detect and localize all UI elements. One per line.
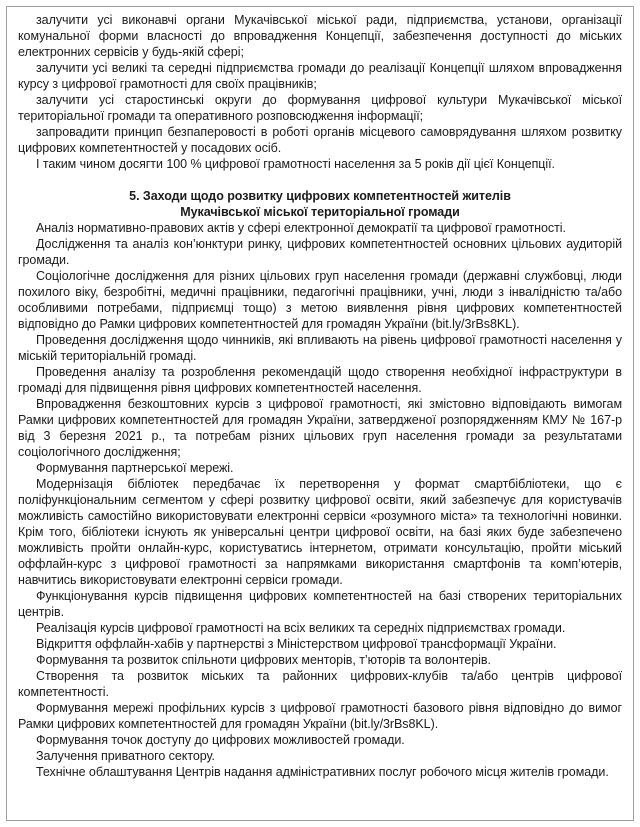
paragraph: Відкриття оффлайн-хабів у партнерстві з Міністерством цифрової трансформації України. xyxy=(36,637,557,651)
paragraph: Соціологічне дослідження для різних цільових груп населення громади (державні службовці, люди похилого віку, безробітні, медичні працівники, педагогічні працівники, учні, люди з інвалідністю та/або особливими потребами, підприємці тощо) з метою виявлення рівня цифрових компетентностей відповідно до Рамки цифрових компетентностей для громадян України (bit.ly/3rBs8KL). xyxy=(18,269,622,331)
paragraph: Функціонування курсів підвищення цифрових компетентностей на базі створених територіальних центрів. xyxy=(18,589,622,619)
page-border-frame xyxy=(6,6,634,821)
paragraph: запровадити принцип безпаперовості в роботі органів місцевого самоврядування шляхом розвитку цифрових компетентностей у посадових осіб. xyxy=(18,125,622,155)
paragraph: Формування та розвиток спільноти цифрових менторів, т’юторів та волонтерів. xyxy=(36,653,491,667)
section-heading-line2: Мукачівської міської територіальної громади xyxy=(180,205,460,219)
paragraph: Технічне облаштування Центрів надання адміністративних послуг робочого місця жителів громади. xyxy=(36,765,609,779)
paragraph: Формування мережі профільних курсів з цифрової грамотності базового рівня відповідно до вимог Рамки цифрових компетентностей для громадян України (bit.ly/3rBs8KL). xyxy=(18,701,622,731)
paragraph: Проведення дослідження щодо чинників, які впливають на рівень цифрової грамотності населення у міській територіальній громаді. xyxy=(18,333,622,363)
paragraph: залучити усі великі та середні підприємства громади до реалізації Концепції шляхом впровадження курсу з цифрової грамотності для своїх працівників; xyxy=(18,61,622,91)
paragraph: Реалізація курсів цифрової грамотності на всіх великих та середніх підприємствах громади. xyxy=(36,621,566,635)
document-body xyxy=(7,7,633,786)
paragraph: Формування точок доступу до цифрових можливостей громади. xyxy=(36,733,405,747)
paragraph: Залучення приватного сектору. xyxy=(36,749,215,763)
paragraph: Впровадження безкоштовних курсів з цифрової грамотності, які змістовно відповідають вимогам Рамки цифрових компетентностей для громадян України, затвердженої розпорядженням КМУ № 167-р від 3 березня 2021 р., та потребам різних цільових груп населення громади за результатами соціологічного дослідження; xyxy=(18,397,622,459)
paragraph: Проведення аналізу та розроблення рекомендацій щодо створення необхідної інфраструктури в громаді для підвищення рівня цифрових компетентностей населення. xyxy=(18,365,622,395)
paragraph: залучити усі старостинські округи до формування цифрової культури Мукачівської міської територіальної громади та оперативного розповсюдження інформації; xyxy=(18,93,622,123)
paragraph: Аналіз нормативно-правових актів у сфері електронної демократії та цифрової грамотності. xyxy=(36,221,566,235)
paragraph: Формування партнерської мережі. xyxy=(36,461,234,475)
section-heading-line1: 5. Заходи щодо розвитку цифрових компетентностей жителів xyxy=(129,189,511,203)
paragraph: Дослідження та аналіз кон’юнктури ринку, цифрових компетентностей основних цільових аудиторій громади. xyxy=(18,237,622,267)
section-heading xyxy=(18,188,622,220)
paragraph: залучити усі виконавчі органи Мукачівської міської ради, підприємства, установи, організації комунальної форми власності до впровадження Концепції, забезпечення доступності до міських електронних сервісів у будь-якій сфері; xyxy=(18,13,622,59)
paragraph: І таким чином досягти 100 % цифрової грамотності населення за 5 років дії цієї Концепції. xyxy=(36,157,555,171)
paragraph: Модернізація бібліотек передбачає їх перетворення у формат смартбібліотеки, що є поліфункціональним сегментом у сфері розвитку цифрової освіти, який забезпечує для користувачів можливість самостійно використовувати електронні сервіси «розумного міста» та технологічні новинки. Крім того, бібліотеки існують як універсальні центри цифрової освіти, на базі яких буде забезпечено можливість пройти онлайн-курс, користуватись інтернетом, отримати консультацію, пройти міський оффлайн-курс з цифрової грамотності за напрямками використання смартфонів та комп’ютерів, навчитись використовувати електронні сервіси громади. xyxy=(18,477,622,587)
paragraph: Створення та розвиток міських та районних цифрових-клубів та/або центрів цифрової компетентності. xyxy=(18,669,622,699)
